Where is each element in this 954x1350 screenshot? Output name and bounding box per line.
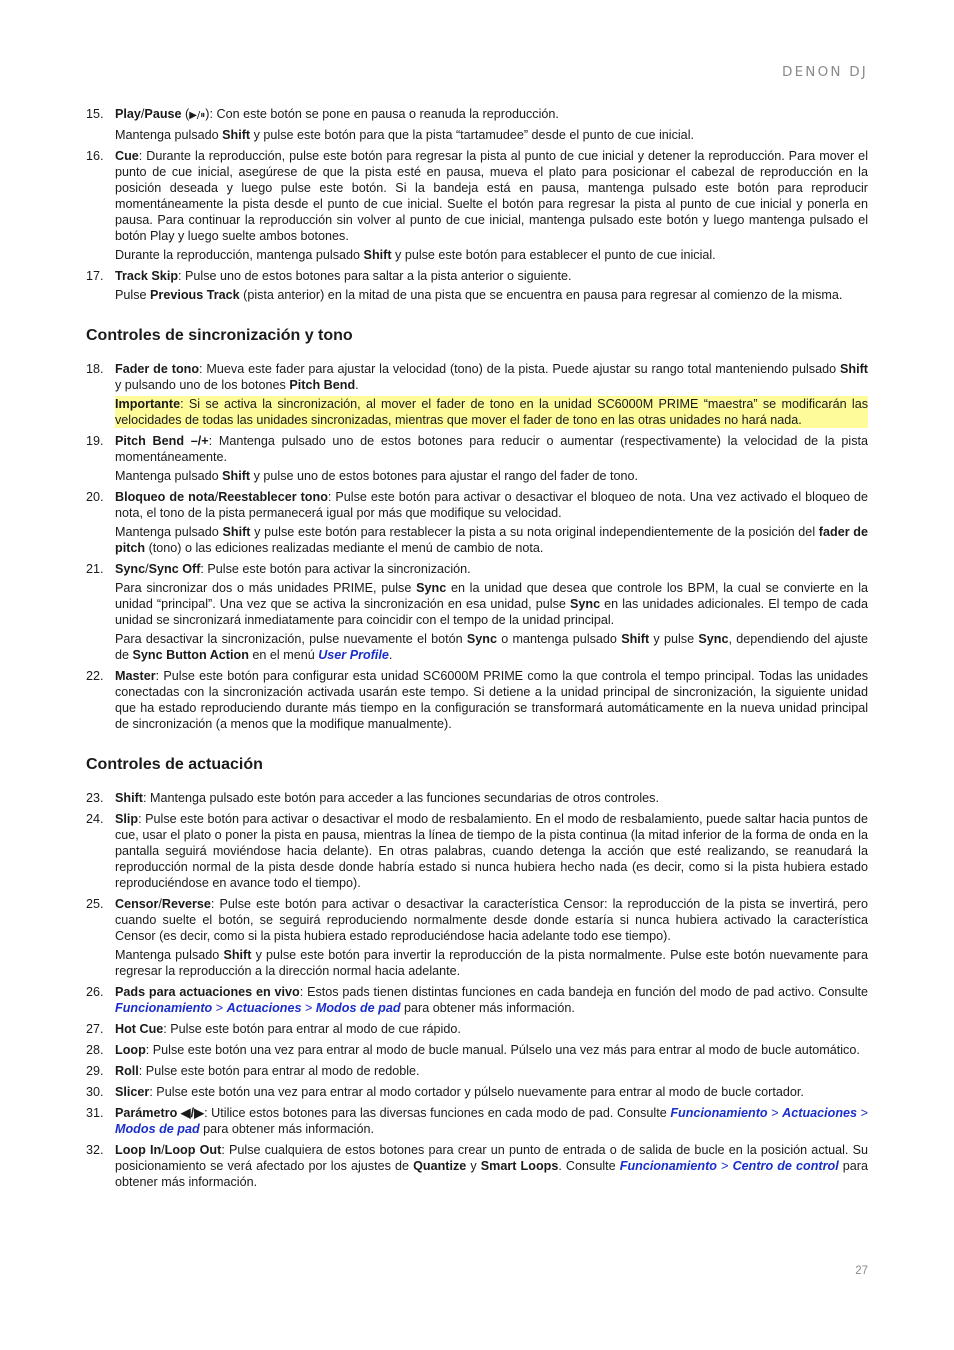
bold-term: Sync: [416, 581, 447, 595]
paragraph: [115, 811, 868, 891]
text-run: : Mantenga pulsado este botón para acceder a las funciones secundarias de otros controles.: [142, 791, 659, 805]
paragraph: [115, 1021, 868, 1037]
text-run: Mantenga pulsado: [115, 525, 223, 539]
list-item-20: [86, 489, 868, 556]
paragraph: [115, 896, 868, 944]
list-item-19: [86, 433, 868, 484]
paragraph: [115, 524, 868, 556]
item-number: 27.: [86, 1022, 104, 1036]
text-run: o mantenga pulsado: [497, 632, 622, 646]
item-number: 18.: [86, 362, 104, 376]
paragraph: [115, 668, 868, 732]
text-run: : Pulse uno de estos botones para saltar a la pista anterior o siguiente.: [178, 269, 572, 283]
paragraph: [115, 361, 868, 393]
play-pause-icon: ▶/⏸: [189, 110, 206, 121]
text-run: : Pulse cualquiera de estos botones para crear un punto de entrada o de salida de bucle en la posición actual. Su posicionamiento se verá afectado por los ajustes de: [115, 1143, 869, 1173]
cross-reference-link[interactable]: Actuaciones: [782, 1106, 858, 1120]
text-run: : Pulse este botón una vez para entrar al modo cortador y púlselo nuevamente para entrar al modo de bucle cortador.: [149, 1085, 804, 1099]
paragraph: [115, 1063, 868, 1079]
item-number: 26.: [86, 985, 104, 999]
paragraph: [115, 580, 868, 628]
text-run: Durante la reproducción, mantenga pulsado: [115, 248, 364, 262]
text-run: y pulse uno de estos botones para ajustar el rango del fader de tono.: [250, 469, 638, 483]
bold-term: Parámetro ◀/▶: [115, 1106, 205, 1120]
text-run: : Pulse este botón para entrar al modo de cue rápido.: [163, 1022, 461, 1036]
bold-term: Shift: [222, 525, 251, 539]
item-number: 21.: [86, 562, 104, 576]
paragraph: [115, 561, 868, 577]
text-run: y pulse este botón para restablecer la pista a su nota original independientemente de la posición del: [250, 525, 819, 539]
item-number: 31.: [86, 1106, 104, 1120]
text-run: para obtener más información.: [199, 1122, 374, 1136]
item-number: 28.: [86, 1043, 104, 1057]
item-number: 20.: [86, 490, 104, 504]
paragraph: [115, 247, 868, 263]
text-run: : Pulse este botón para activar la sincronización.: [200, 562, 471, 576]
text-run: y pulse este botón para establecer el punto de cue inicial.: [391, 248, 716, 262]
brand-logo: DENON DJ: [781, 64, 868, 80]
paragraph: [115, 947, 868, 979]
text-run: (pista anterior) en la mitad de una pista que se encuentra en pausa para regresar al comienzo de la misma.: [239, 288, 843, 302]
text-run: /: [161, 1143, 165, 1157]
cross-reference-link[interactable]: Funcionamiento: [115, 1001, 213, 1015]
link-separator: >: [212, 1001, 227, 1015]
text-run: : Mantenga pulsado uno de estos botones para reducir o aumentar (respectivamente) la velocidad de la pista momentáneamente.: [115, 434, 868, 464]
list-item-25: [86, 896, 868, 979]
list-item-27: [86, 1021, 868, 1037]
paragraph: [115, 268, 868, 284]
bold-term: Pitch Bend: [289, 378, 356, 392]
bold-term: Sync: [115, 562, 146, 576]
bold-term: Cue: [115, 149, 139, 163]
list-item-16: [86, 148, 868, 263]
text-run: : Durante la reproducción, pulse este botón para regresar la pista al punto de cue inicial y detener la reproducción. Para mover el punto de cue inicial, asegúrese de que la pista esté en pausa, mueva el plato para posicionar el cabezal de reproducción en la posición deseada y luego pulse este botón. Si la bandeja está en pausa, mantenga pulsado este botón para reproducir momentáneamente la pista desde el punto de cue inicial. Suelte el botón para regresar la pista al punto de cue inicial y ponerla en pausa. Para continuar la reproducción sin volver al punto de cue inicial, mantenga pulsado este botón y luego mantenga pulsado el botón Play y luego suelte ambos botones.: [115, 149, 868, 243]
list-item-28: [86, 1042, 868, 1058]
bold-term: fader de pitch: [115, 525, 868, 555]
text-run: : Pulse este botón para activar o desactivar el modo de resbalamiento. En el modo de resbalamiento, puede saltar hacia puntos de cue, usar el plato o poner la pista en pausa, mientras la línea de tiempo de la pista continua (la mitad inferior de la forma de onda en la pantalla seguirá moviéndose hacia delante). En otras palabras, cuando detenga la acción que esté realizando, se reanudará la reproducción normal de la pista desde donde habría estado si nunca hubiera hecho nada (es decir, como si la pista hubiera estado reproduciéndose en avance todo el tiempo).: [115, 812, 868, 890]
cross-reference-link[interactable]: User Profile: [318, 648, 389, 662]
text-run: .: [355, 378, 359, 392]
section-title-performance: Controles de actuación: [86, 756, 263, 773]
list-item-30: [86, 1084, 868, 1100]
text-run: /: [158, 897, 162, 911]
text-run: y pulse: [649, 632, 699, 646]
bold-term: Master: [115, 669, 156, 683]
page-content: [86, 106, 868, 1195]
text-run: : Utilice estos botones para las diversas funciones en cada modo de pad. Consulte: [204, 1106, 671, 1120]
paragraph: [115, 631, 868, 663]
bold-term: Play: [115, 107, 141, 121]
text-run: : Pulse este botón para activar o desactivar la característica Censor: la reproducción de la pista se invertirá, pero cuando suelte el botón, se seguirá reproduciendo normalmente desde donde estaría si nunca hubiera activado la característica Censor (es decir, como si la pista hubiera estado reproduciéndose hacia adelante todo ese tiempo).: [115, 897, 868, 943]
cross-reference-link[interactable]: Actuaciones: [226, 1001, 302, 1015]
paragraph: [115, 489, 868, 521]
item-number: 17.: [86, 269, 104, 283]
text-run: y pulsando uno de los botones: [115, 378, 290, 392]
paragraph: [115, 1042, 868, 1058]
bold-term: Shift: [363, 248, 392, 262]
item-number: 30.: [86, 1085, 104, 1099]
bold-term: Bloqueo de nota: [115, 490, 215, 504]
paragraph: [115, 468, 868, 484]
text-run: Para desactivar la sincronización, pulse nuevamente el botón: [115, 632, 467, 646]
list-item-29: [86, 1063, 868, 1079]
bold-term: Slicer: [115, 1085, 150, 1099]
paragraph: [115, 790, 868, 806]
link-separator: >: [857, 1106, 869, 1120]
paragraph: [115, 984, 868, 1016]
bold-term: Fader de tono: [115, 362, 200, 376]
item-number: 23.: [86, 791, 104, 805]
text-run: . Consulte: [558, 1159, 620, 1173]
text-run: en la unidad que desea que controle los BPM, la cual se convierte en la unidad “principal”. Una vez que se activa la sincronización en esa unidad, pulse: [115, 581, 868, 611]
text-run: : Pulse este botón para configurar esta unidad SC6000M PRIME como la que controla el tempo principal. Todas las unidades conectadas con la sincronización activada usarán este tempo. Si detiene a la unidad principal de sincronización, la siguiente unidad que ha estado reproduciendo durante más tiempo en la configuración se transformará automáticamente en la nueva unidad principal de sincronización (a menos que la modifique manualmente).: [115, 669, 868, 731]
bold-term: Reestablecer tono: [218, 490, 328, 504]
text-run: : Pulse este botón para activar o desactivar el bloqueo de nota. Una vez activado el bloqueo de nota, el tono de la pista permanecerá igual por más que modifique su velocidad.: [115, 490, 869, 520]
text-run: : Si se activa la sincronización, al mover el fader de tono en la unidad SC6000M PRIME “maestra” se modificarán las velocidades de todas las unidades sincronizadas, mientras que mover el fader de tono en las otras unidades no hará nada.: [115, 397, 868, 427]
cross-reference-link[interactable]: Funcionamiento: [670, 1106, 768, 1120]
list-item-21: [86, 561, 868, 663]
text-run: (tono) o las ediciones realizadas mediante el menú de cambio de nota.: [145, 541, 544, 555]
link-separator: >: [301, 1001, 316, 1015]
list-item-22: [86, 668, 868, 732]
text-run: : Estos pads tienen distintas funciones en cada bandeja en función del modo de pad activo. Consulte: [299, 985, 868, 999]
text-run: Pulse: [115, 288, 151, 302]
bold-term: Track Skip: [115, 269, 179, 283]
bold-term: Loop In: [115, 1143, 162, 1157]
list-item-18: [86, 361, 868, 428]
bold-term: Shift: [222, 128, 251, 142]
list-item-17: [86, 268, 868, 303]
text-run: en el menú: [248, 648, 319, 662]
bold-term: Shift: [115, 791, 143, 805]
link-separator: >: [717, 1159, 733, 1173]
item-number: 19.: [86, 434, 104, 448]
bold-term: Sync Off: [148, 562, 201, 576]
text-run: Mantenga pulsado: [115, 128, 223, 142]
text-run: Para sincronizar dos o más unidades PRIME, pulse: [115, 581, 417, 595]
text-run: : Pulse este botón una vez para entrar al modo de bucle manual. Púlselo una vez más para entrar al modo de bucle automático.: [145, 1043, 860, 1057]
text-run: para obtener más información.: [400, 1001, 575, 1015]
link-separator: >: [767, 1106, 783, 1120]
bold-term: Pitch Bend –/+: [115, 434, 209, 448]
paragraph: [115, 433, 868, 465]
list-item-24: [86, 811, 868, 891]
text-run: /: [140, 107, 145, 121]
bold-term: Previous Track: [150, 288, 240, 302]
bold-term: Reverse: [161, 897, 211, 911]
text-run: , dependiendo del ajuste de: [115, 632, 868, 662]
list-item-15: [86, 106, 868, 143]
bold-term: Roll: [115, 1064, 139, 1078]
paragraph: [115, 1105, 868, 1137]
bold-term: Censor: [115, 897, 159, 911]
text-run: /: [214, 490, 219, 504]
bold-term: Pads para actuaciones en vivo: [115, 985, 300, 999]
bold-term: Loop Out: [164, 1143, 222, 1157]
bold-term: Shift: [840, 362, 868, 376]
list-item-32: [86, 1142, 868, 1190]
bold-term: Loop: [115, 1043, 146, 1057]
bold-term: Hot Cue: [115, 1022, 164, 1036]
item-number: 32.: [86, 1143, 104, 1157]
item-number: 16.: [86, 149, 104, 163]
item-number: 24.: [86, 812, 104, 826]
bold-term: Sync: [466, 632, 498, 646]
text-run: y pulse este botón para invertir la reproducción de la pista normalmente. Pulse este botón nuevamente para regresar la reproducción a la dirección normal hacia adelante.: [115, 948, 868, 978]
text-run: /: [145, 562, 149, 576]
bold-term: Shift: [223, 948, 252, 962]
cross-reference-link[interactable]: Modos de pad: [315, 1001, 401, 1015]
text-run: y: [466, 1159, 481, 1173]
bold-term: Slip: [115, 812, 139, 826]
text-run: en las unidades adicionales. El tempo de cada unidad se sincronizará inmediatamente para coincidir con el tempo de la unidad principal.: [115, 597, 869, 627]
text-run: : Pulse este botón para entrar al modo de redoble.: [138, 1064, 420, 1078]
bold-term: Sync Button Action: [132, 648, 249, 662]
important-note: [115, 396, 868, 428]
bold-term: Smart Loops: [480, 1159, 559, 1173]
text-run: (: [181, 107, 190, 121]
item-number: 25.: [86, 897, 104, 911]
text-run: Mantenga pulsado: [115, 469, 223, 483]
section-title-sync: Controles de sincronización y tono: [86, 327, 353, 344]
bold-term: Shift: [621, 632, 650, 646]
text-run: para obtener más información.: [115, 1159, 869, 1189]
item-number: 29.: [86, 1064, 104, 1078]
paragraph: [115, 287, 868, 303]
paragraph: [115, 106, 868, 124]
text-run: ): Con este botón se pone en pausa o reanuda la reproducción.: [205, 107, 559, 121]
list-item-23: [86, 790, 868, 806]
text-run: y pulse este botón para que la pista “tartamudee” desde el punto de cue inicial.: [250, 128, 694, 142]
list-item-31: [86, 1105, 868, 1137]
bold-term: Sync: [569, 597, 601, 611]
paragraph: [115, 1084, 868, 1100]
bold-term: Importante: [115, 397, 181, 411]
cross-reference-link[interactable]: Funcionamiento: [619, 1159, 718, 1173]
paragraph: [115, 1142, 868, 1190]
bold-term: Quantize: [413, 1159, 467, 1173]
cross-reference-link[interactable]: Centro de control: [732, 1159, 839, 1173]
item-number: 15.: [86, 107, 104, 121]
cross-reference-link[interactable]: Modos de pad: [115, 1122, 200, 1136]
bold-term: Pause: [144, 107, 182, 121]
item-number: 22.: [86, 669, 104, 683]
bold-term: Shift: [222, 469, 251, 483]
text-run: .: [388, 648, 393, 662]
page-number: 27: [855, 1265, 868, 1277]
paragraph: [115, 127, 868, 143]
paragraph: [115, 148, 868, 244]
list-item-26: [86, 984, 868, 1016]
text-run: Mantenga pulsado: [115, 948, 224, 962]
text-run: : Mueva este fader para ajustar la velocidad (tono) de la pista. Puede ajustar su rango total manteniendo pulsado: [199, 362, 841, 376]
bold-term: Sync: [698, 632, 729, 646]
